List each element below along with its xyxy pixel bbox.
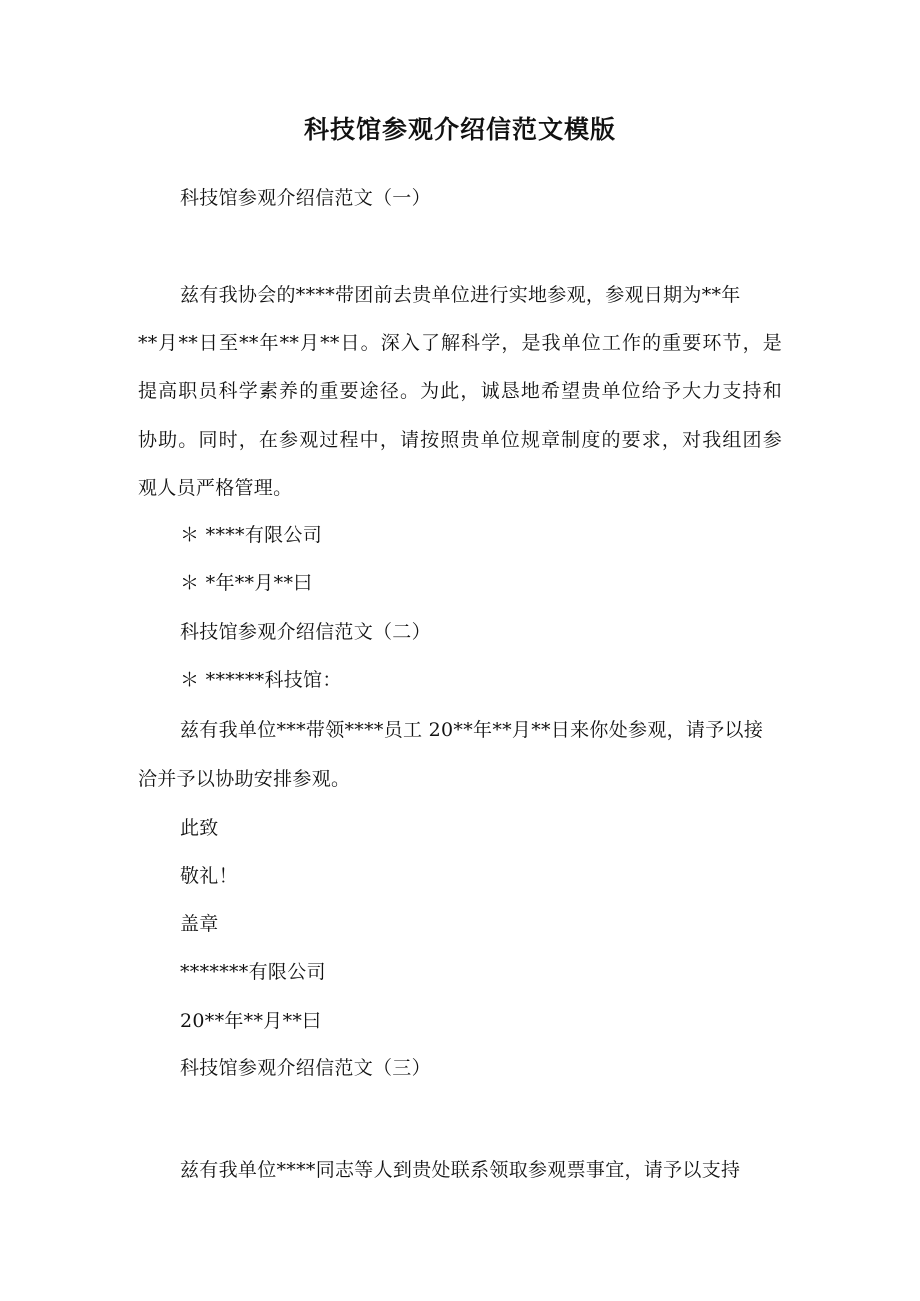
closing-line: 此致	[180, 817, 219, 839]
paragraph-line: **月**日至**年**月**日。深入了解科学，是我单位工作的重要环节，是	[138, 332, 782, 354]
paragraph-line: 兹有我协会的****带团前去贵单位进行实地参观，参观日期为**年	[180, 284, 741, 306]
paragraph-line: 兹有我单位***带领****员工 20**年**月**日来你处参观，请予以接	[180, 719, 764, 741]
signature-date: ＊ *年**月**曰	[180, 572, 313, 594]
closing-line: 敬礼！	[180, 865, 238, 887]
paragraph-line: 兹有我单位****同志等人到贵处联系领取参观票事宜，请予以支持	[180, 1159, 741, 1181]
signature-date: 20**年**月**曰	[180, 1010, 322, 1032]
salutation: ＊ ******科技馆：	[180, 669, 342, 691]
paragraph-line: 洽并予以协助安排参观。	[138, 768, 351, 790]
paragraph-line: 观人员严格管理。	[138, 477, 293, 499]
section-heading: 科技馆参观介绍信范文（二）	[180, 621, 431, 643]
signature-company: *******有限公司	[180, 961, 326, 983]
section-heading: 科技馆参观介绍信范文（一）	[180, 187, 431, 209]
document-title: 科技馆参观介绍信范文模版	[303, 115, 616, 144]
paragraph-line: 提高职员科学素养的重要途径。为此，诚恳地希望贵单位给予大力支持和	[138, 380, 782, 402]
seal-label: 盖章	[180, 913, 219, 935]
paragraph-line: 协助。同时，在参观过程中，请按照贵单位规章制度的要求，对我组团参	[138, 429, 782, 451]
signature-company: ＊ ****有限公司	[180, 524, 323, 546]
section-heading: 科技馆参观介绍信范文（三）	[180, 1057, 431, 1079]
